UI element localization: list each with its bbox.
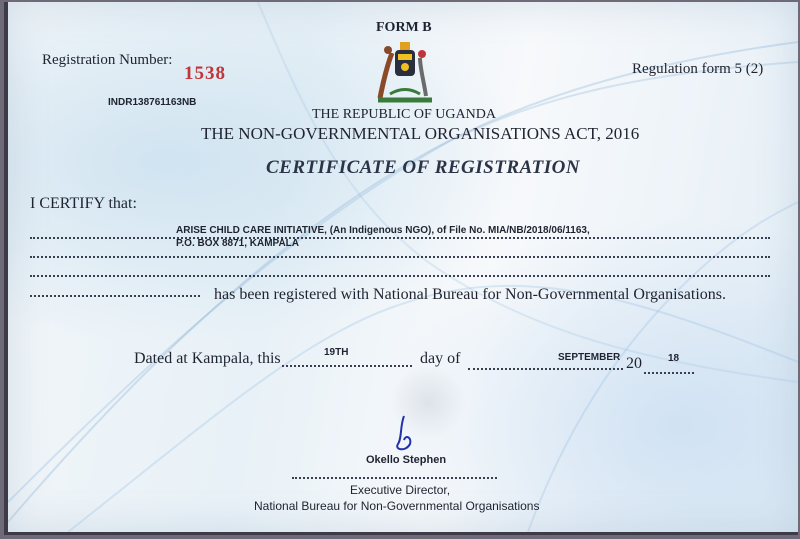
- organisation-line-2: P.O. BOX 8871, KAMPALA: [176, 238, 299, 249]
- act-heading: THE NON-GOVERNMENTAL ORGANISATIONS ACT, 2016: [201, 124, 640, 143]
- certificate-paper: [4, 2, 798, 535]
- organisation-line-1: ARISE CHILD CARE INITIATIVE, (An Indigenous NGO), of File No. MIA/NB/2018/06/1163,: [176, 225, 590, 236]
- republic-heading: THE REPUBLIC OF UGANDA: [312, 107, 496, 122]
- certify-label: I CERTIFY that:: [30, 195, 137, 212]
- day-dotted-line: [282, 365, 412, 367]
- dotted-line-2: [30, 256, 770, 258]
- registration-label: Registration Number:: [42, 52, 173, 68]
- dotted-line-3: [30, 275, 770, 277]
- certificate-title: CERTIFICATE OF REGISTRATION: [266, 157, 581, 178]
- regulation-form: Regulation form 5 (2): [632, 61, 764, 77]
- month-value: SEPTEMBER: [558, 352, 621, 363]
- signatory-title: Executive Director,: [350, 483, 451, 497]
- form-title: FORM B: [376, 20, 432, 35]
- registration-number: 1538: [184, 63, 226, 84]
- coat-of-arms: [370, 38, 440, 108]
- day-of-label: day of: [420, 350, 461, 367]
- year-suffix: 18: [668, 353, 680, 364]
- registered-statement: has been registered with National Bureau for Non-Governmental Organisations.: [214, 286, 726, 303]
- month-dotted-line: [468, 368, 623, 370]
- day-value: 19TH: [324, 347, 349, 358]
- reference-code: INDR138761163NB: [108, 97, 197, 108]
- signature: [390, 414, 420, 454]
- dated-label: Dated at Kampala, this: [134, 350, 281, 367]
- dotted-line-4: [30, 295, 200, 297]
- year-prefix: 20: [626, 355, 642, 372]
- dotted-line-1: [30, 237, 770, 239]
- year-dotted-line: [644, 372, 694, 374]
- signatory-organisation: National Bureau for Non-Governmental Organisations: [254, 499, 540, 513]
- signature-dotted-line: [292, 477, 497, 479]
- signatory-name: Okello Stephen: [366, 454, 447, 466]
